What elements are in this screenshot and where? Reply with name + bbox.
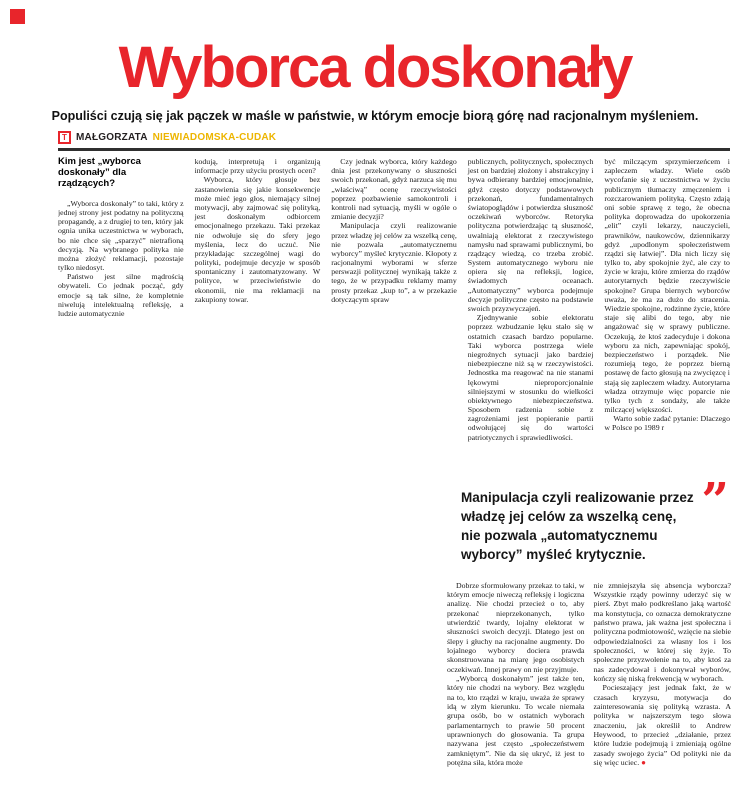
column-4 — [468, 157, 594, 483]
author-first-name: MAŁGORZATA — [76, 132, 148, 143]
paragraph: publicznych, politycznych, społecznych jest on bardziej złożony i abstrakcyjny i bywa odbierany bardziej emocjonalnie, gdyż często dotyczy podstawowych przekonań, fundamentalnych światopoglądów i potwierdza słuszność oczekiwań wyborców. Retoryka polityczna potwierdzając tą słuszność, uwalniają elektorat z rzeczywistego namysłu nad sprawami publicznymi, bo rządzący wiedzą, co trzeba zrobić. System automatycznego wyboru nie opiera się na refleksji, logice, świadomych oceanach. „Automatyczny” wyborca podejmuje decyzje polityczne często na podstawie swoich przyzwyczajeń. — [467, 157, 594, 313]
byline — [58, 131, 730, 151]
paragraph: Czy jednak wyborca, który każdego dnia jest przekonywany o słuszności swoich przekonań, gdyż narzuca się mu „właściwą” ocenę rzeczywistości poprzez pozbawienie samokontroli i kontroli nad sytuacją, myśli w ogóle o zmianie decyzji? — [331, 157, 457, 222]
section-heading: Kim jest „wyborca doskonały” dla rządzących? — [58, 157, 141, 189]
column-3 — [331, 157, 457, 483]
column-1 — [58, 157, 184, 483]
paragraph: być milczącym sprzymierzeńcem i zapleczem władzy. Wiele osób wycofanie się z uczestnictwa w życiu publicznym tłumaczy zmęczeniem i rozczarowaniem polityką. Często zdają oni sobie sprawę z tego, że obecna polityka doprowadza do upokorzenia „elit” czyli lekarzy, nauczycieli, prawników, naukowców, dziennikarzy gdyż „upodlonym społeczeństwem rządzi się łatwiej”. Dla nich liczy się tylko to, aby spokojnie żyć, ale czy to życie w kraju, które zmierza do rządów autorytarnych będzie rzeczywiście spokojne? Grupa biernych wyborców uważa, że ma za dużo do stracenia. Wiedzie spokojne, rodzinne życie, które staje się alibi do tego, aby nie angażować się w sprawy publiczne. Oczekują, że ktoś zadecyduje i dokona wyboru za nich, zapewniając spokój, bezpieczeństwo i porządek. Nie rozumieją tego, że poprzez bierną postawę de facto głosują na zwycięzcę i stają się zapleczem władzy. Autorytarna władza otrzymuje więc poparcie nie tylko tych z sondaży, ale także milczącej większości. — [604, 157, 730, 415]
paragraph: Manipulacja czyli realizowanie przez władzę jej celów za wszelką cenę, nie pozwala „automatycznemu wyborcy” myśleć krytycznie. Kłopoty z racjonalnymi wyborami w sferze perswazji politycznej wynikają także z tego, że w przypadku reklamy mamy prosty przekaz „kup to”, a w przekazie dotyczącym spraw — [331, 221, 457, 304]
author-last-name: NIEWIADOMSKA-CUDAK — [152, 132, 277, 143]
paragraph: Państwo jest silne mądrością obywateli. Co jednak począć, gdy emocje są tak silne, że kompletnie niwelują intelektualną refleksję, a ludzie automatycznie — [58, 272, 184, 319]
paragraph — [594, 683, 732, 767]
article-top-columns — [58, 157, 730, 483]
article-end-mark: ● — [641, 758, 646, 768]
pull-quote — [447, 473, 731, 573]
article-lede: Populiści czują się jak pączek w maśle w państwie, w którym emocje biorą górę nad racjonalnym myśleniem. — [51, 109, 699, 123]
column-5 — [604, 157, 730, 483]
article-headline: Wyborca doskonały — [118, 35, 632, 100]
article-bottom-columns — [447, 581, 731, 811]
article-bottom-section — [447, 473, 731, 811]
paragraph-text: Pocieszający jest jednak fakt, że w czasach kryzysu, motywacja do zainteresowania się polityką wzrasta. A polityka w najszerszym tego słowa znaczeniu, jak określił to Andrew Heywood, to przecież „działanie, przez które ludzie podejmują i zmieniają ogólne zasady swojego życia” Od polityki nie da się więc uciec. — [593, 683, 731, 768]
paragraph: kodują, interpretują i organizują informacje przy użyciu prostych ocen? — [194, 157, 321, 176]
bottom-column-1 — [447, 581, 585, 811]
paragraph: Zjednywanie sobie elektoratu poprzez wzbudzanie lęku stało się w ostatnich czasach bardzo popularne. Taki wyborca postrzega wiele niegroźnych sytuacji jako bardziej niebezpieczne niż są w rzeczywistości. Jednostka ma reagować na nie stanami lękowymi nieproporcjonalnie silniejszymi w stosunku do wielkości obiektywnego niebezpieczeństwa. Sposobem radzenia sobie z zagrożeniami jest popieranie partii odwołującej się do wartości patriotycznych i sprawiedliwości. — [467, 313, 594, 442]
paragraph: Wyborca, który głosuje bez zastanowienia się jakie konsekwencje może mieć jego głos, niemający silnej motywacji, aby zajmować się polityką, jest doskonałym odbiorcem emocjonalnego przekazu. Taki przekaz nie odwołuje się do sfery jego myślenia, lecz do uczuć. Nie przykładając szczególnej wagi do polityki, podejmuje decyzje w sposób spontaniczny i zautomatyzowany. W polityce, w przeciwieństwie do ekonomii, nie ma reklamacji na zakupiony towar. — [194, 175, 321, 304]
paragraph: „Wyborcą doskonałym” jest także ten, który nie chodzi na wybory. Bez względu na to, kto rządzi w kraju, uważa że sprawy idą w złym kierunku. To wcale niemała grupa osób, bo w ostatnich wyborach parlamentarnych to prawie 50 procent uprawnionych do głosowania. Ta grupa nazywana jest często „społeczeństwem zamkniętym”. Nie da się ukryć, iż jest to potężna siła, która może — [447, 674, 585, 768]
column-2 — [195, 157, 321, 483]
paragraph: Warto sobie zadać pytanie: Dlaczego w Polsce po 1989 r — [604, 414, 730, 433]
paragraph: „Wyborca doskonały” to taki, który z jednej strony jest podatny na polityczną propagandę, a z drugiej to ten, który jak ognia unika uczestnictwa w wyborach, bo nie chce się „sparzyć” nietrafioną decyzją. Na wybranego polityka nie można złożyć reklamacji, pozostaje tylko niedosyt. — [58, 198, 184, 273]
paragraph: nie zmniejszyła się absencja wyborcza? Wszystkie rządy powinny uderzyć się w pierś. Zbyt mało podkreślano jaką wartość ma konstytucja, co oznacza demokratyczne państwo prawa, jak ważna jest społeczna i polityczna podmiotowość, wzięcie na siebie odpowiedzialności za własny los i los społeczności, w której się żyje. To społeczne przyzwolenie na to, aby ktoś za nas zadecydował i dokonywał wyborów, kończy się niską frekwencją w wyborach. — [593, 580, 731, 684]
paragraph: Dobrze sformułowany przekaz to taki, w którym emocje niweczą refleksję i logiczna analizę. Nie chodzi przecież o to, aby przekonać nieprzekonanych, tylko utwierdzić twardy, lojalny elektorat w słuszności swoich decyzji. Dlatego jest on ślepy i głuchy na racjonalne augmenty. Do lojalnego wyborcy dociera prawda skonstruowana na miarę jego osobistych oczekiwań. Innej prawy on nie przyjmuje. — [447, 580, 585, 674]
publication-logo-icon: T — [58, 131, 71, 144]
quote-mark-icon: ” — [701, 473, 729, 529]
bottom-column-2 — [594, 581, 732, 811]
pull-quote-text: Manipulacja czyli realizowanie przez władzę jej celów za wszelką cenę, nie pozwala „automatycznemu wyborcy” myśleć krytycznie. — [461, 490, 694, 563]
page-corner-mark — [10, 9, 25, 24]
